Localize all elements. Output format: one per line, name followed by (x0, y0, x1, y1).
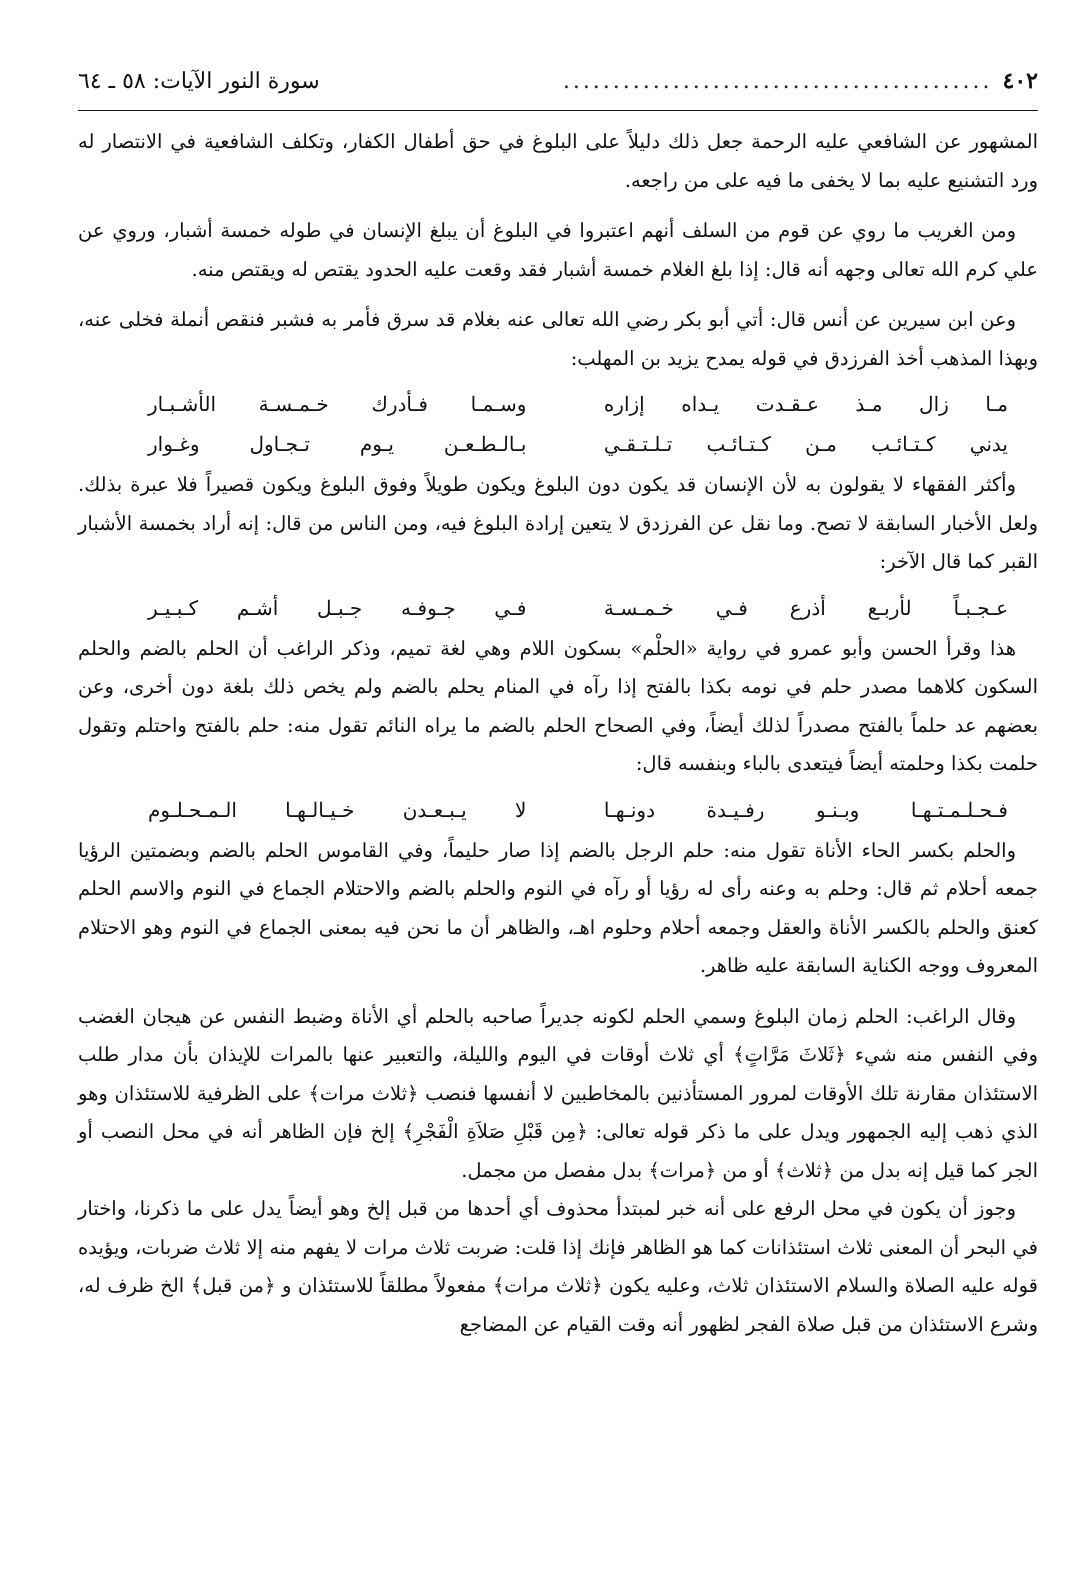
paragraph: وأكثر الفقهاء لا يقولون به لأن الإنسان قد يكون دون البلوغ ويكون طويلاً وفوق البلوغ ويكون قصيراً فلا عبرة بذلك. ولعل الأخبار السابقة لا تصح. وما نقل عن الفرزدق لا يتعين إرادة البلوغ فيه، ومن الناس من قال: إنه أراد بخمسة الأشبار القبر كما قال الآخر: (78, 473, 1038, 573)
running-title: سورة النور الآيات: ٥٨ ـ ٦٤ (78, 69, 320, 94)
verse-first-hemistich: مـا زال مـذ عـقـدت يـداه إزاره (603, 392, 1008, 416)
verse-first-hemistich: فـحـلـمـتـهـا وبـنـو رفـيـدة دونـهـا (603, 797, 1008, 822)
poem-akhar (78, 588, 1038, 628)
verse-line (78, 384, 1038, 424)
paragraph: والحلم بكسر الحاء الأناة تقول منه: حلم الرجل بالضم إذا صار حليماً، وفي القاموس الحلم بالضم وبضمتين الرؤيا جمعه أحلام ثم قال: وحلم به وعنه رأى له رؤيا أو رآه في النوم والحلم بالضم والاحتلام الجماع في النوم والاسم الحلم كعنق والحلم بالكسر الأناة والعقل وجمعه أحلام وحلوم اهـ، والظاهر أن ما نحن فيه بمعنى الجماع في النوم وهو الاحتلام المعروف ووجه الكناية السابقة عليه ظاهر. (78, 838, 1038, 977)
verse-line (78, 790, 1038, 830)
header-rule (78, 110, 1038, 111)
paragraph: هذا وقرأ الحسن وأبو عمرو في رواية «الحلْم» بسكون اللام وهي لغة تميم، وذكر الراغب أن الحلم بالضم والحلم السكون كلاهما مصدر حلم في نومه بكذا بالفتح إذا رآه في المنام يحلم بالضم ولم يخص ذلك بلغة دون أخرى، وعن بعضهم عد حلماً بالفتح مصدراً لذلك أيضاً، وفي الصحاح الحلم بالضم ما يراه النائم تقول منه: حلم بالفتح واحتلم وتقول حلمت بكذا وحلمته أيضاً فيتعدى بالباء وبنفسه قال: (78, 636, 1038, 775)
poem-hulm (78, 790, 1038, 830)
verse-first-hemistich: عـجـبـاً لأربـع أذرع فـي خـمـسـة (603, 595, 1008, 620)
paragraph: وقال الراغب: الحلم زمان البلوغ وسمي الحلم لكونه جديراً صاحبه بالحلم أي الأناة وضبط النفس عن هيجان الغضب وفي النفس منه شيء ﴿ثَلاثَ مَرَّاتٍ﴾ أي ثلاث أوقات في اليوم والليلة، والتعبير عنها بالمرات للإيذان بأن مدار طلب الاستئذان مقارنة تلك الأوقات لمرور المستأذنين بالمخاطبين لا أنفسها فنصب ﴿ثلاث مرات﴾ على الظرفية للاستئذان وهو الذي ذهب إليه الجمهور ويدل على ما ذكر قوله تعالى: ﴿مِن قَبْلِ صَلاَةِ الْفَجْرِ﴾ إلخ فإن الظاهر أنه في محل النصب أو الجر كما قيل إنه بدل من ﴿ثلاث﴾ أو من ﴿مرات﴾ بدل مفصل من مجمل. (78, 1004, 1038, 1182)
page-header (78, 68, 1038, 108)
verse-first-hemistich: يدني كـتـائـب مـن كـتـائـب تـلـتـقـي (603, 432, 1008, 456)
verse-line (78, 424, 1038, 464)
verse-second-hemistich: وسـمـا فـأدرك خـمـسـة الأشـبـار (148, 392, 527, 416)
verse-second-hemistich: بـالـطـعـن يـوم تـجـاول وغـوار (148, 432, 527, 456)
poem-farazdaq (78, 384, 1038, 464)
paragraph: وعن ابن سيرين عن أنس قال: أتي أبو بكر رضي الله تعالى عنه بغلام قد سرق فأمر به فشبر فنقص أنملة فخلى عنه، وبهذا المذهب أخذ الفرزدق في قوله يمدح يزيد بن المهلب: (78, 308, 1038, 370)
verse-second-hemistich: لا يـبـعـدن خـيـالـهـا الـمـحـلـوم (148, 797, 527, 822)
header-leader-dots: ........................................... (562, 69, 993, 94)
paragraph: المشهور عن الشافعي عليه الرحمة جعل ذلك دليلاً على البلوغ في حق أطفال الكفار، وتكلف الشافعية في الانتصار له ورد التشنيع عليه بما لا يخفى ما فيه على من راجعه. (78, 130, 1038, 192)
paragraph: ومن الغريب ما روي عن قوم من السلف أنهم اعتبروا في البلوغ أن يبلغ الإنسان في طوله خمسة أشبار، وروي عن علي كرم الله تعالى وجهه أنه قال: إذا بلغ الغلام خمسة أشبار فقد وقعت عليه الحدود يقتص له ويقتص منه. (78, 219, 1038, 281)
paragraph: وجوز أن يكون في محل الرفع على أنه خبر لمبتدأ محذوف أي أحدها من قبل إلخ وهو أيضاً يدل على ما ذكرنا، واختار في البحر أن المعنى ثلاث استئذانات كما هو الظاهر فإنك إذا قلت: ضربت ثلاث مرات لا يفهم منه إلا ثلاث ضربات، ويؤيده قوله عليه الصلاة والسلام الاستئذان ثلاث، وعليه يكون ﴿ثلاث مرات﴾ مفعولاً مطلقاً للاستئذان و ﴿من قبل﴾ الخ ظرف له، وشرع الاستئذان من قبل صلاة الفجر لظهور أنه وقت القيام عن المضاجع (78, 1197, 1038, 1336)
verse-second-hemistich: فـي جـوفـه جـبـل أشـم كـبـيـر (148, 595, 527, 620)
verse-line (78, 588, 1038, 628)
page-number: ٤٠٢ (1002, 68, 1038, 94)
document-page (78, 68, 1038, 1344)
